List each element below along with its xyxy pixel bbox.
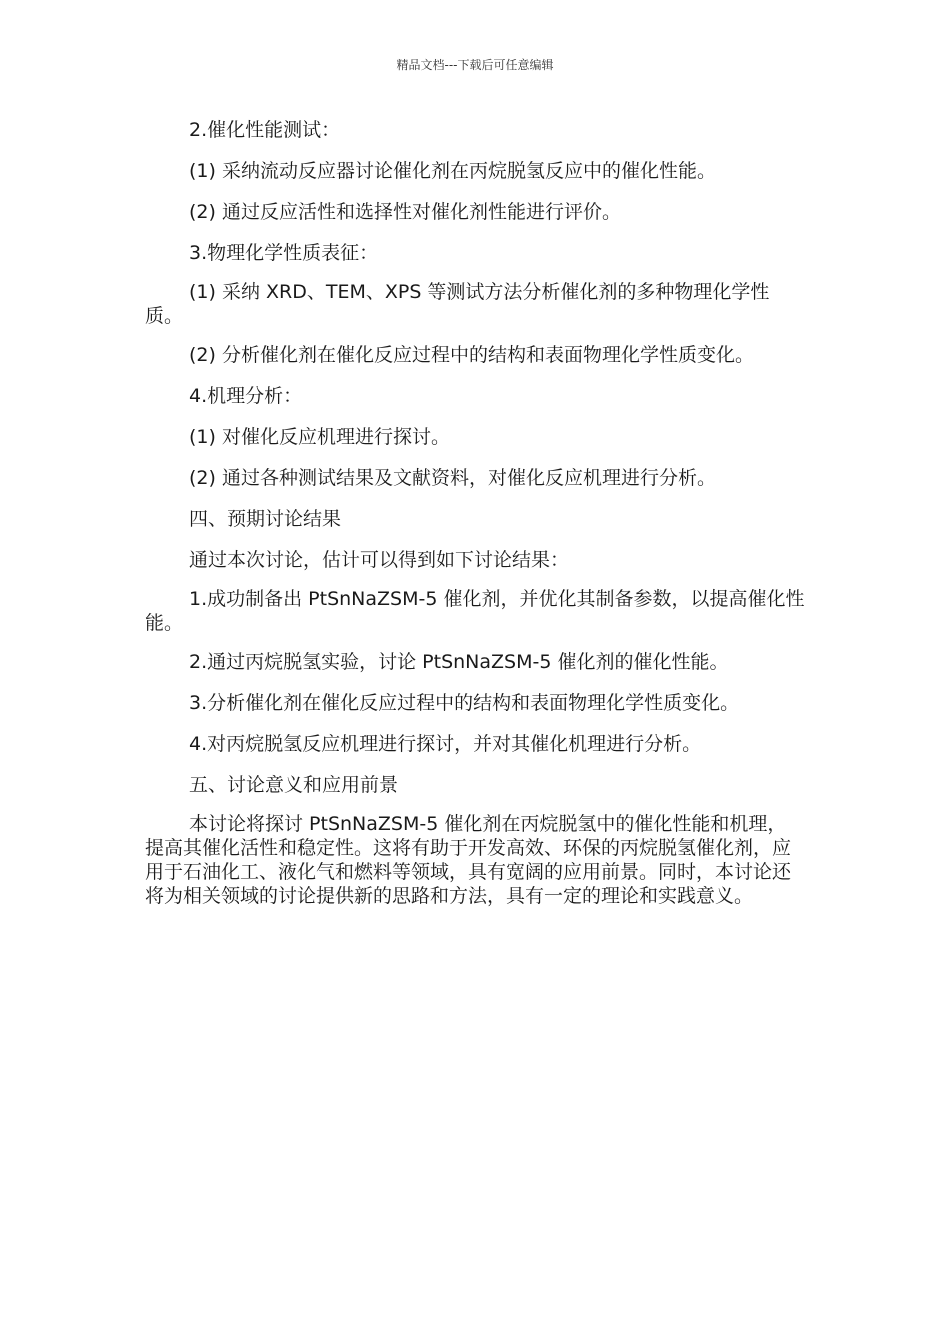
paragraph-item: 3.分析催化剂在催化反应过程中的结构和表面物理化学性质变化。: [189, 692, 740, 714]
paragraph-item: 4.对丙烷脱氢反应机理进行探讨，并对其催化机理进行分析。: [189, 733, 702, 755]
paragraph-item: 2.通过丙烷脱氢实验，讨论 PtSnNaZSM-5 催化剂的催化性能。: [189, 651, 729, 673]
paragraph-item: (1) 对催化反应机理进行探讨。: [189, 426, 450, 448]
paragraph-item: (2) 通过各种测试结果及文献资料，对催化反应机理进行分析。: [189, 467, 716, 489]
section-heading-catalytic-test: 2.催化性能测试：: [189, 119, 341, 141]
section-heading-characterization: 3.物理化学性质表征：: [189, 242, 379, 264]
paragraph-item: (1) 采纳 XRD、TEM、XPS 等测试方法分析催化剂的多种物理化学性质。: [145, 281, 770, 327]
page-header: 精品文档---下载后可任意编辑: [396, 58, 554, 72]
document-body: [145, 116, 805, 921]
paragraph-item: (2) 分析催化剂在催化反应过程中的结构和表面物理化学性质变化。: [189, 344, 754, 366]
paragraph-significance: 本讨论将探讨 PtSnNaZSM-5 催化剂在丙烷脱氢中的催化性能和机理，提高其催化活性和稳定性。这将有助于开发高效、环保的丙烷脱氢催化剂，应用于石油化工、液化气和燃料等领域，具有宽阔的应用前景。同时，本讨论还将为相关领域的讨论提供新的思路和方法，具有一定的理论和实践意义。: [145, 813, 792, 907]
section-heading-significance: 五、讨论意义和应用前景: [189, 774, 399, 796]
paragraph-item: (2) 通过反应活性和选择性对催化剂性能进行评价。: [189, 201, 621, 223]
section-heading-mechanism: 4.机理分析：: [189, 385, 303, 407]
paragraph-item: (1) 采纳流动反应器讨论催化剂在丙烷脱氢反应中的催化性能。: [189, 160, 716, 182]
paragraph-item: 通过本次讨论，估计可以得到如下讨论结果：: [189, 549, 570, 571]
paragraph-item: 1.成功制备出 PtSnNaZSM-5 催化剂，并优化其制备参数，以提高催化性能。: [145, 588, 805, 634]
section-heading-expected-results: 四、预期讨论结果: [189, 508, 342, 530]
